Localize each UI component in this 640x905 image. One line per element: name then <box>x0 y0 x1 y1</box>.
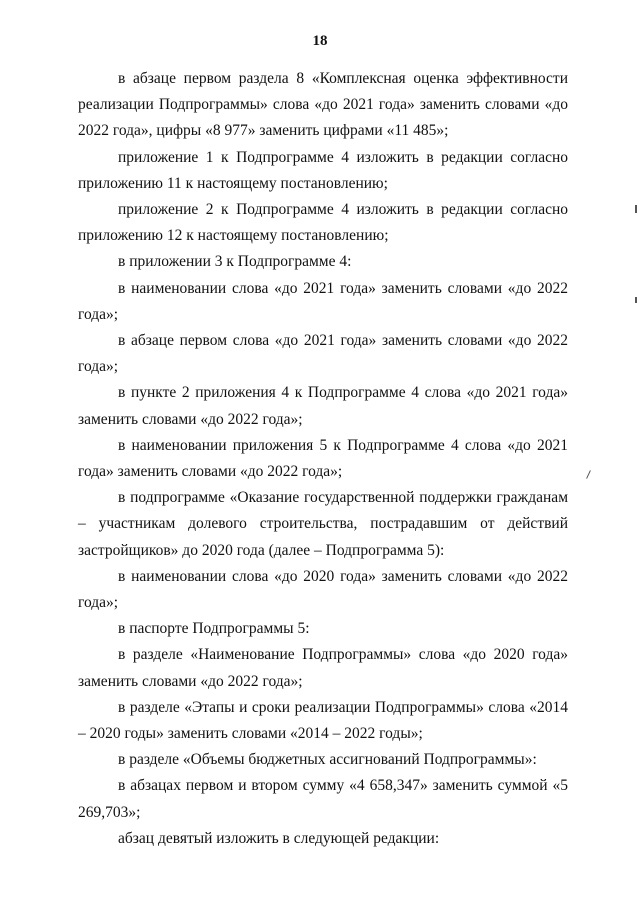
paragraph-1: в абзаце первом раздела 8 «Комплексная оценка эффективности реализации Подпрограммы» слова «до 2021 года» заменить словами «до 2022 года», цифры «8 977» заменить цифрами «11 485»; <box>78 70 568 140</box>
scan-artifact <box>635 205 637 213</box>
paragraph-15: в абзацах первом и втором сумму «4 658,347» заменить суммой «5 269,703»; <box>78 777 568 821</box>
paragraph-4: в приложении 3 к Подпрограмме 4: <box>118 253 352 271</box>
paragraph-10: в наименовании слова «до 2020 года» заменить словами «до 2022 года»; <box>78 567 568 612</box>
paragraph-7: в пункте 2 приложения 4 к Подпрограмме 4 слова «до 2021 года» заменить словами «до 2022 года»; <box>78 384 568 428</box>
paragraph-6: в абзаце первом слова «до 2021 года» заменить словами «до 2022 года»; <box>78 332 568 376</box>
paragraph-9: в подпрограмме «Оказание государственной поддержки гражданам – участникам долевого строительства, пострадавшим от действий застройщиков» до 2020 года (далее – Подпрограмма 5): <box>78 489 568 559</box>
document-body <box>78 66 568 852</box>
paragraph-16: абзац девятый изложить в следующей редакции: <box>118 829 440 847</box>
paragraph-12: в разделе «Наименование Подпрограммы» слова «до 2020 года» заменить словами «до 2022 года»; <box>78 646 568 690</box>
scan-artifact <box>635 297 637 303</box>
paragraph-14: в разделе «Объемы бюджетных ассигнований Подпрограммы»: <box>118 751 537 769</box>
scan-artifact <box>586 470 591 479</box>
page-number: 18 <box>312 33 328 49</box>
paragraph-3: приложение 2 к Подпрограмме 4 изложить в редакции согласно приложению 12 к настоящему постановлению; <box>78 201 568 245</box>
paragraph-13: в разделе «Этапы и сроки реализации Подпрограммы» слова «2014 – 2020 годы» заменить словами «2014 – 2022 годы»; <box>78 698 568 743</box>
paragraph-11: в паспорте Подпрограммы 5: <box>118 620 310 638</box>
paragraph-5: в наименовании слова «до 2021 года» заменить словами «до 2022 года»; <box>78 279 568 323</box>
paragraph-2: приложение 1 к Подпрограмме 4 изложить в редакции согласно приложению 11 к настоящему постановлению; <box>78 148 568 192</box>
paragraph-8: в наименовании приложения 5 к Подпрограмме 4 слова «до 2021 года» заменить словами «до 2022 года»; <box>78 436 568 481</box>
